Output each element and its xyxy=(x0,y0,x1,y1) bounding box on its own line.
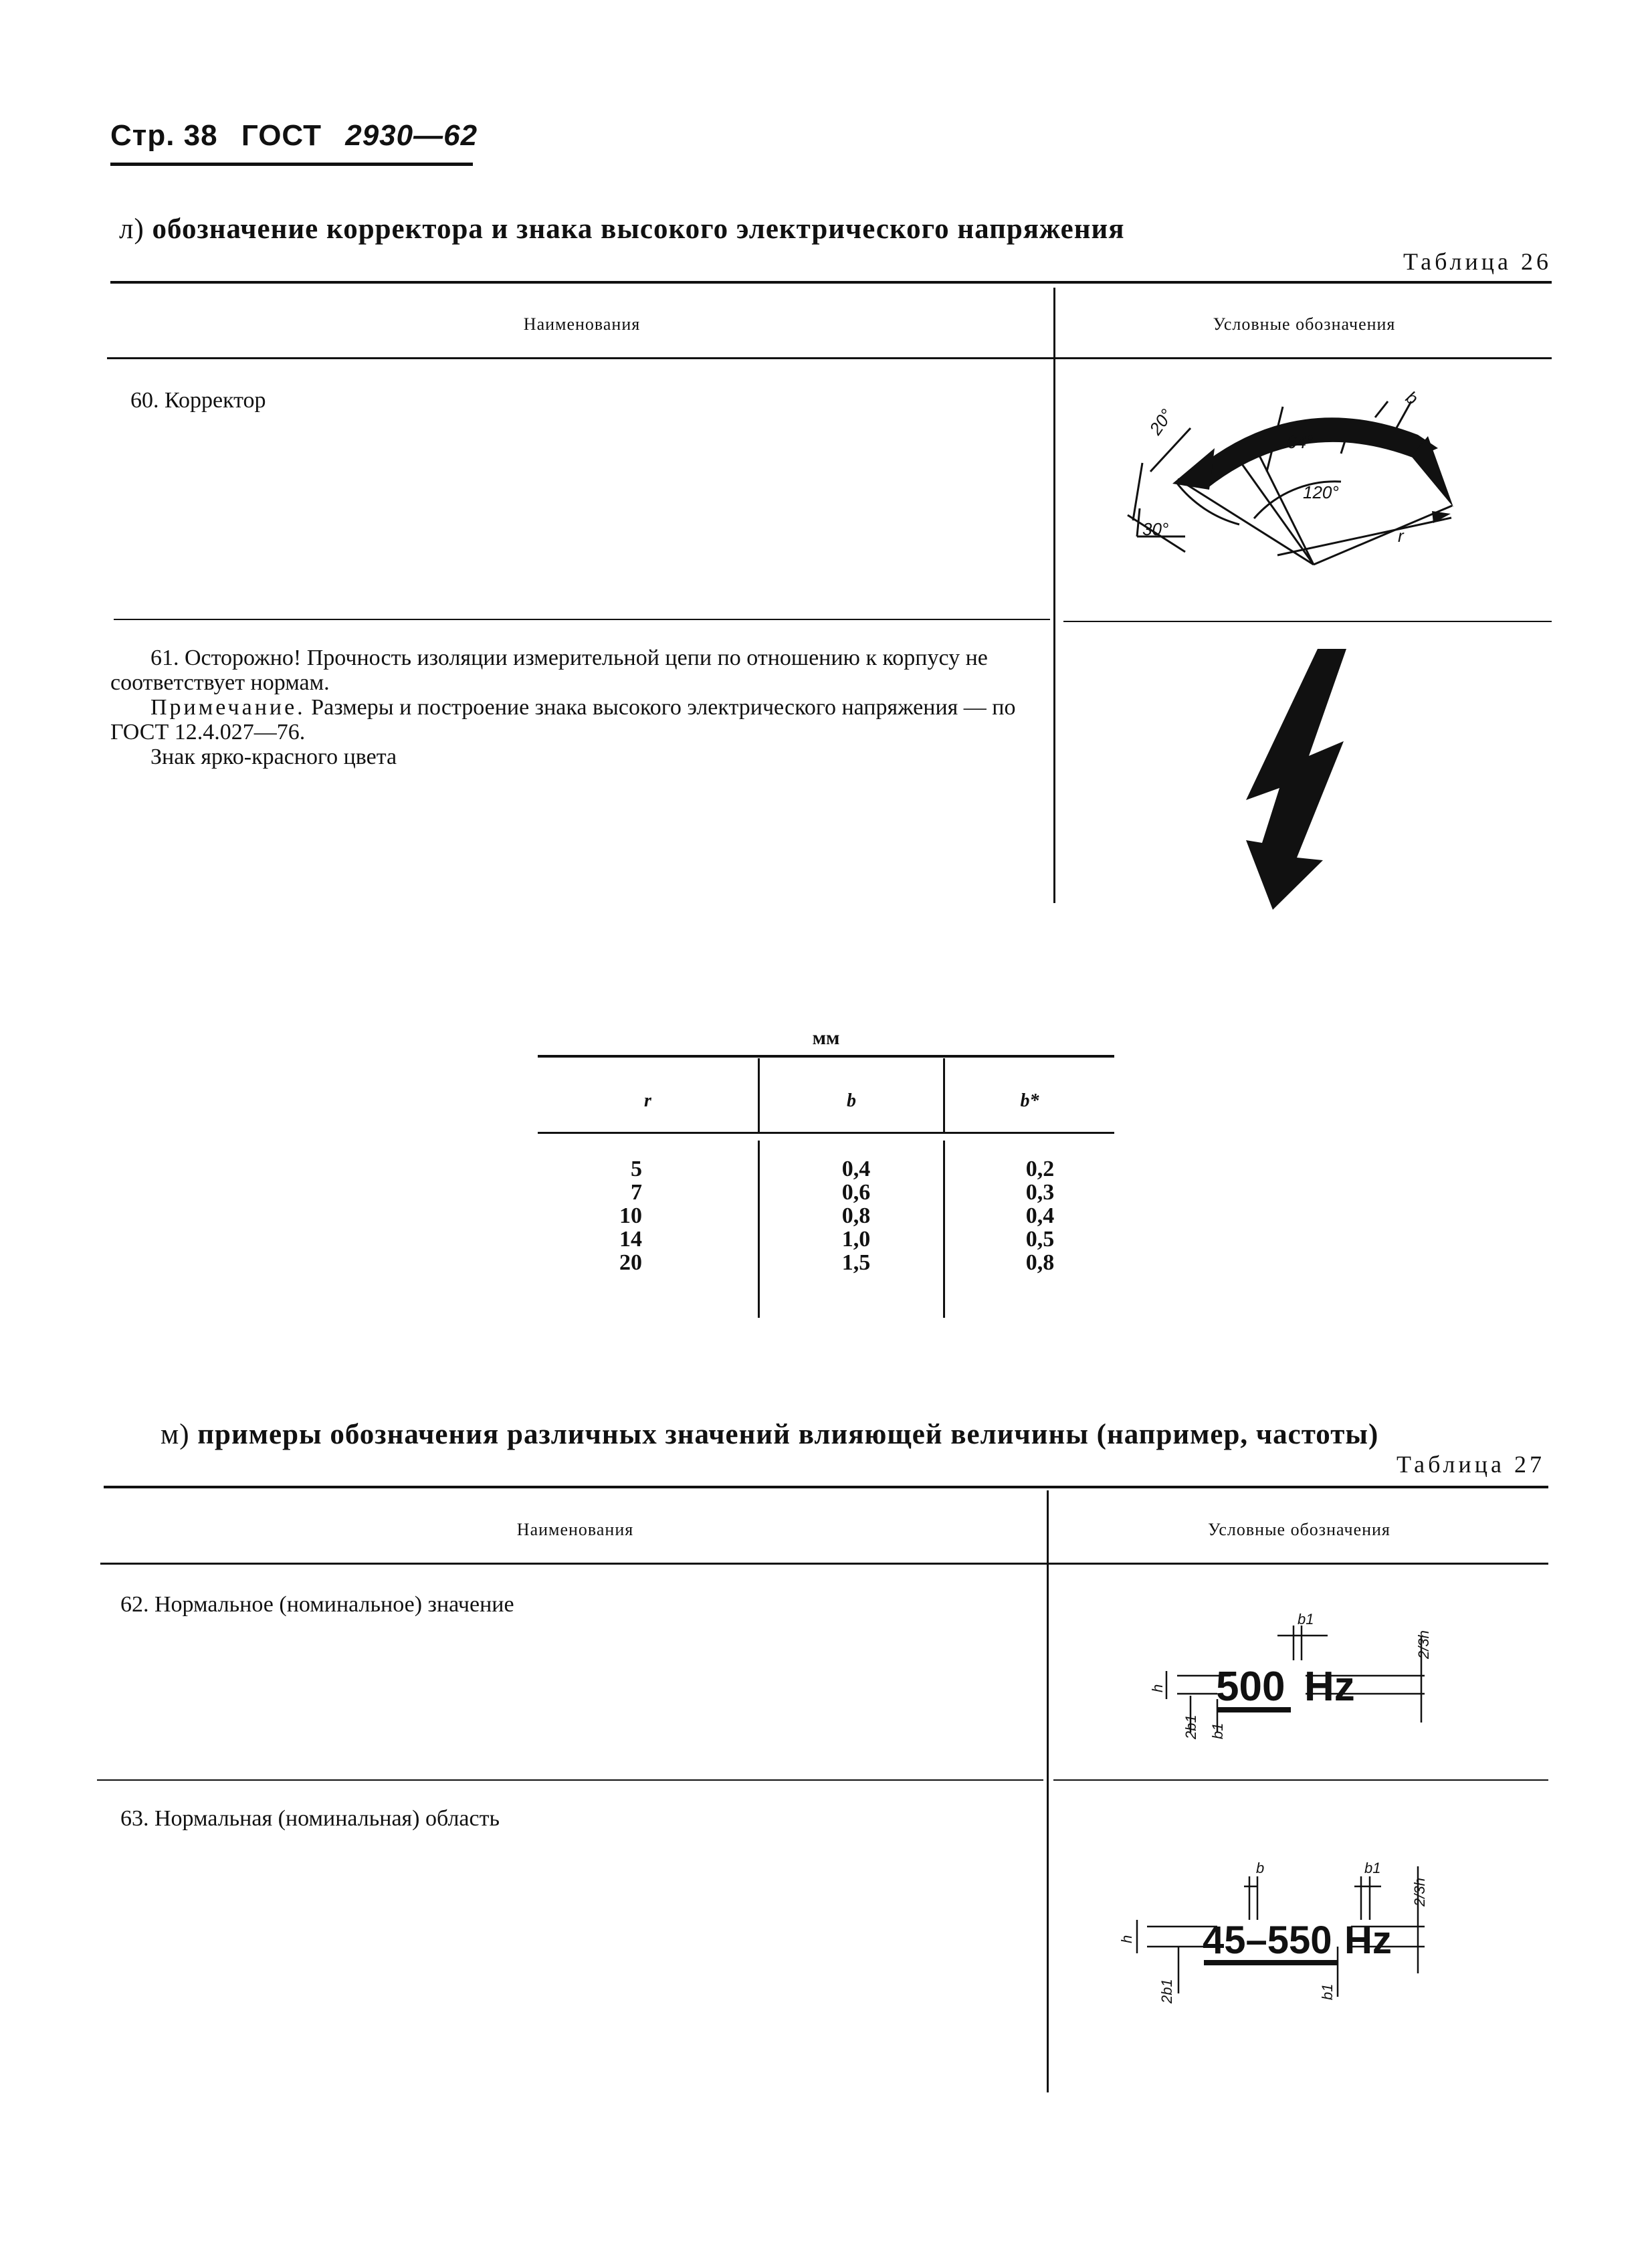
table-27-col-names: Наименования xyxy=(516,1520,634,1539)
dim-column-b-star xyxy=(1000,1157,1080,1274)
dim-table-body-divider-2 xyxy=(943,1141,945,1318)
corrector-angle-30: 30° xyxy=(1142,519,1169,539)
dim-cell-b-star: 0,2 xyxy=(1025,1157,1055,1181)
range-dim-b1-label: b1 xyxy=(1364,1860,1381,1876)
dim-table-top-rule xyxy=(538,1055,1114,1058)
dim-cell-b-star: 0,3 xyxy=(1025,1180,1055,1205)
row-61-block xyxy=(110,646,1043,769)
table-26-col-names: Наименования xyxy=(523,314,641,334)
range-dim-23h-label: 2/3h xyxy=(1411,1878,1428,1906)
table-27-label: Таблица 27 xyxy=(1397,1451,1545,1478)
dim-2b1-label: 2b1 xyxy=(1182,1714,1199,1739)
row-61-note-label: Примечание. xyxy=(150,695,306,720)
dim-header-r: r xyxy=(644,1090,651,1111)
dim-cell-r: 10 xyxy=(619,1203,642,1228)
section-m-letter: м) xyxy=(161,1419,190,1450)
dim-cell-b: 0,8 xyxy=(841,1203,871,1228)
page-number: Стр. 38 xyxy=(110,119,218,152)
dim-cell-r: 5 xyxy=(631,1157,642,1181)
dim-cell-b: 1,5 xyxy=(841,1250,871,1275)
row-63-text: 63. Нормальная (номинальная) область xyxy=(120,1806,500,1831)
table-27-col-divider xyxy=(1047,1490,1049,2092)
row-61-extra: Знак ярко-красного цвета xyxy=(150,745,397,769)
table-27-top-rule xyxy=(104,1486,1548,1488)
dim-cell-r: 7 xyxy=(631,1180,642,1205)
section-m-text: примеры обозначения различных значений влияющей величины (например, частоты) xyxy=(197,1419,1379,1450)
table-26-col-divider xyxy=(1053,288,1055,903)
gost-label: ГОСТ xyxy=(241,119,322,152)
section-l-letter: л) xyxy=(119,213,144,245)
row-61-note-text: Размеры и построение знака высокого электрического напряжения — по ГОСТ 12.4.027—76. xyxy=(110,695,1016,745)
range-dim-b1-bottom-label: b1 xyxy=(1319,1983,1336,2000)
corrector-angle-64: 64° xyxy=(1287,432,1314,452)
dim-table-head-rule xyxy=(538,1132,1114,1134)
header-rule xyxy=(110,163,473,166)
high-voltage-sign xyxy=(1241,649,1361,916)
corrector-angle-120: 120° xyxy=(1303,482,1339,502)
table-26-top-rule xyxy=(110,281,1552,284)
table-26-head-rule xyxy=(107,357,1552,359)
corrector-angle-20: 20° xyxy=(1145,405,1177,439)
row-62-text: 62. Нормальное (номинальное) значение xyxy=(120,1592,514,1617)
dim-cell-r: 14 xyxy=(619,1227,642,1252)
dim-cell-b: 0,6 xyxy=(841,1180,871,1205)
table-27-row-rule-right xyxy=(1053,1779,1548,1781)
dim-b1-label: b1 xyxy=(1298,1611,1314,1628)
range-dim-2b1-label: 2b1 xyxy=(1158,1979,1175,2003)
dim-column-b xyxy=(816,1157,896,1274)
table-26-col-symbols: Условные обозначения xyxy=(1213,314,1396,334)
nominal-range-unit: Hz xyxy=(1344,1919,1392,1962)
dim-cell-b: 0,4 xyxy=(841,1157,871,1181)
dim-cell-r: 20 xyxy=(619,1250,642,1275)
table-27-col-symbols: Условные обозначения xyxy=(1208,1520,1390,1539)
dim-header-b-star: b* xyxy=(1020,1090,1039,1111)
row-60-text: 60. Корректор xyxy=(130,388,266,413)
nominal-value-number: 500 xyxy=(1216,1664,1285,1710)
page-header xyxy=(110,119,478,153)
corrector-radius-r: r xyxy=(1398,526,1404,546)
row-61-text: 61. Осторожно! Прочность изоляции измерительной цепи по отношению к корпусу не соответствует нормам. xyxy=(110,646,988,695)
row-61-note xyxy=(110,695,1043,745)
dim-table-body-divider-1 xyxy=(758,1141,760,1318)
dim-cell-b-star: 0,8 xyxy=(1025,1250,1055,1275)
corrector-width-b: b xyxy=(1402,387,1422,409)
range-dim-b-label: b xyxy=(1256,1860,1265,1876)
nominal-range-number: 45–550 xyxy=(1203,1919,1332,1962)
dim-b1-bottom-label: b1 xyxy=(1209,1723,1226,1739)
gost-number: 2930—62 xyxy=(345,119,478,152)
dim-header-b: b xyxy=(847,1090,856,1111)
range-dim-h-label: h xyxy=(1118,1935,1135,1943)
table-26-row-rule-right xyxy=(1063,621,1552,622)
dim-cell-b-star: 0,5 xyxy=(1025,1227,1055,1252)
dim-cell-b: 1,0 xyxy=(841,1227,871,1252)
dim-23h-label: 2/3h xyxy=(1415,1630,1432,1659)
dim-h-label: h xyxy=(1149,1684,1166,1692)
nominal-value-symbol xyxy=(1150,1599,1445,1749)
table-27-row-rule-left xyxy=(97,1779,1043,1781)
section-m-title xyxy=(161,1418,1378,1451)
dim-cell-b-star: 0,4 xyxy=(1025,1203,1055,1228)
dim-column-r xyxy=(602,1157,642,1274)
corrector-symbol xyxy=(1124,375,1491,582)
dim-table-unit: мм xyxy=(812,1027,840,1049)
table-26-row-rule-left xyxy=(114,619,1050,620)
section-l-title xyxy=(119,213,1125,245)
nominal-range-symbol xyxy=(1118,1846,1445,2014)
table-27-head-rule xyxy=(100,1563,1548,1565)
section-l-text: обозначение корректора и знака высокого электрического напряжения xyxy=(152,213,1125,245)
nominal-value-unit: Hz xyxy=(1304,1664,1355,1710)
table-26-label: Таблица 26 xyxy=(1403,248,1552,275)
